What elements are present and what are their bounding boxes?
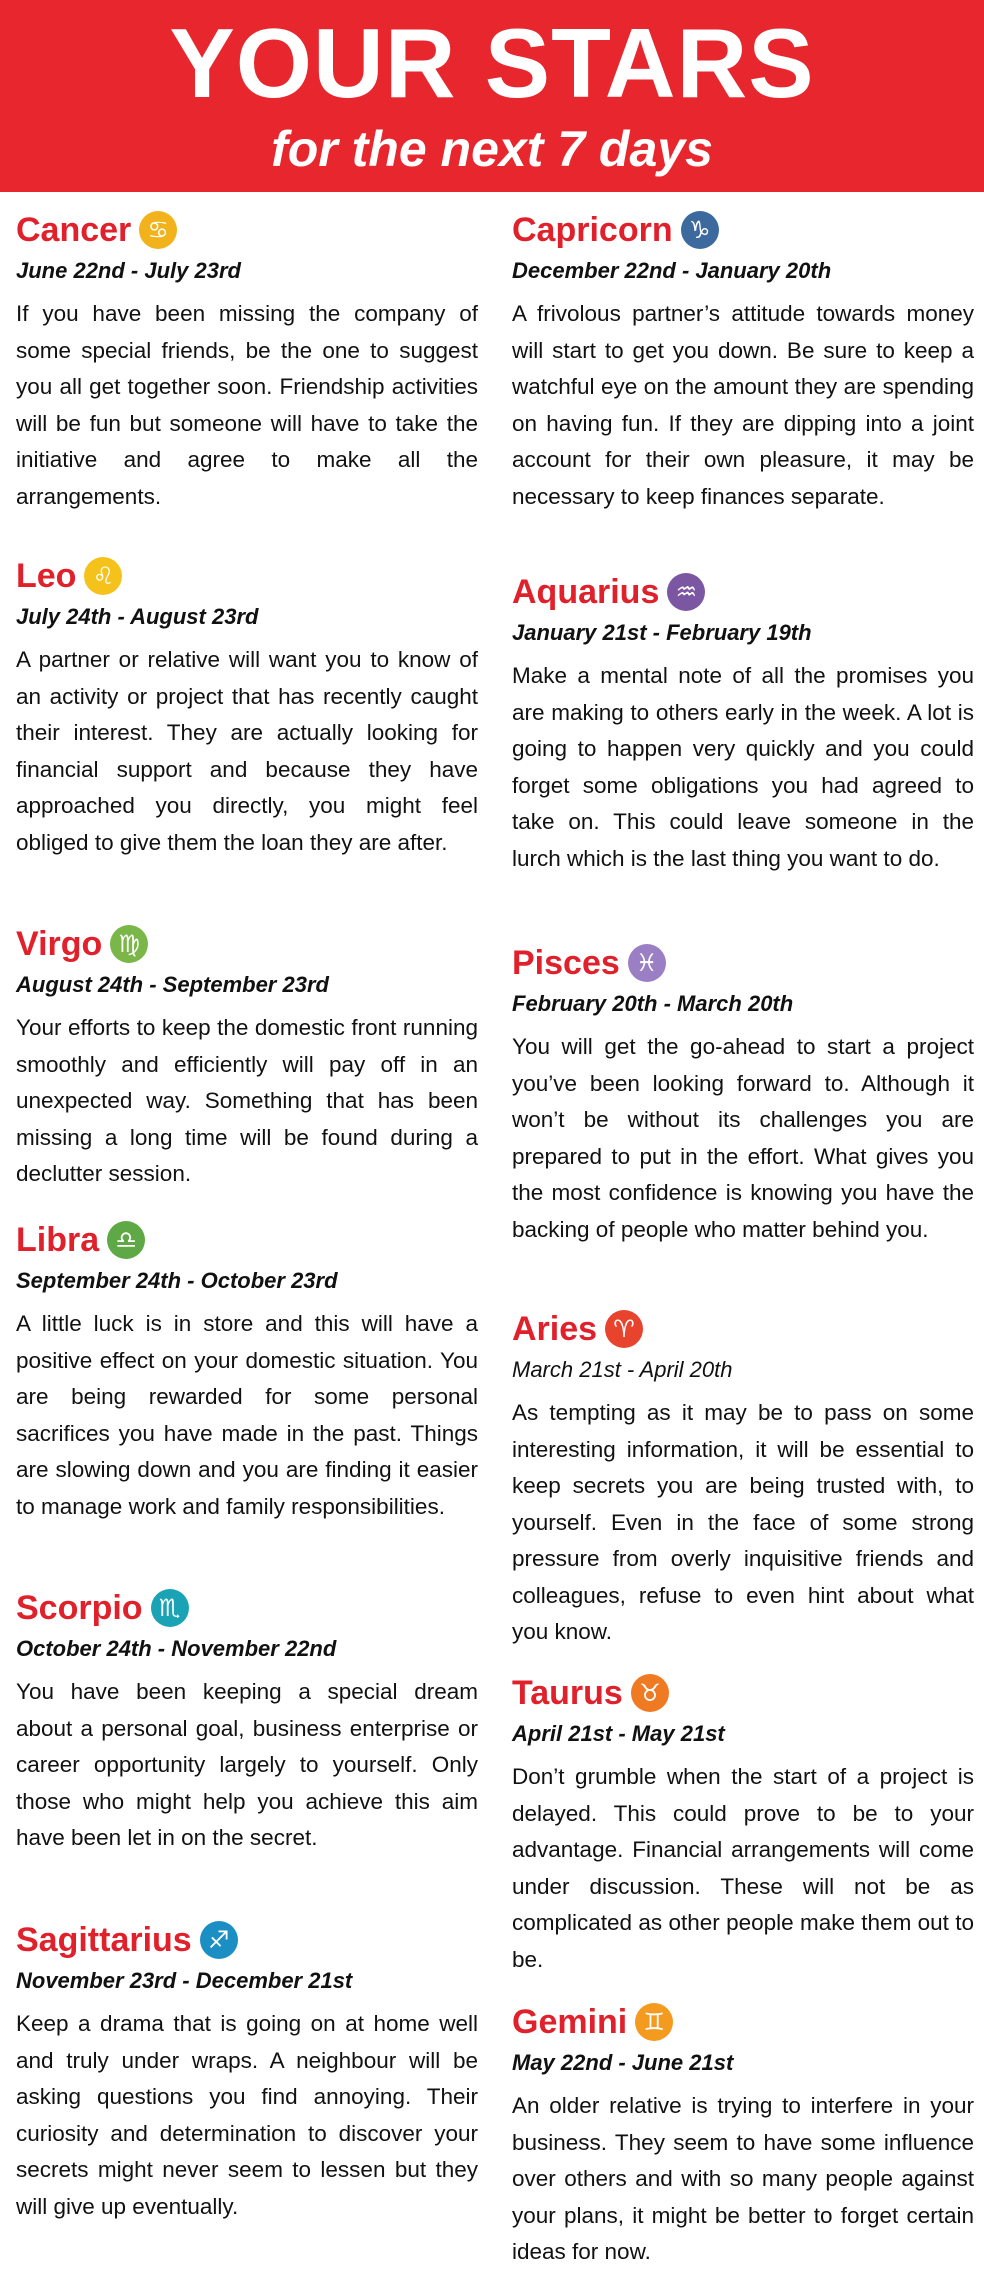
horoscope-scorpio [16, 1582, 478, 1857]
sign-name: Leo [16, 557, 77, 595]
sign-heading [16, 1214, 478, 1266]
sign-dates: July 24th - August 23rd [16, 604, 259, 629]
horoscope-libra [16, 1214, 478, 1525]
virgo-icon: ♍ [110, 925, 148, 963]
horoscope-gemini [512, 1996, 974, 2271]
sign-dates: September 24th - October 23rd [16, 1268, 338, 1293]
sign-heading [512, 1303, 974, 1355]
sign-forecast: A little luck is in store and this will have a positive effect on your domestic situation. You are being rewarded for some personal sacrifices you have made in the past. Things are slowing down and you are finding it easier to manage work and family responsibilities. [16, 1311, 478, 1519]
sign-heading [16, 204, 478, 256]
sign-name: Virgo [16, 925, 103, 963]
header-banner [0, 0, 984, 192]
sign-name: Cancer [16, 211, 132, 249]
sign-name: Pisces [512, 944, 620, 982]
sign-name: Capricorn [512, 211, 673, 249]
sign-name: Scorpio [16, 1589, 143, 1627]
sign-forecast: Keep a drama that is going on at home well and truly under wraps. A neighbour will be asking questions you find annoying. Their curiosity and determination to discover your secrets might never seem to lessen but they will give up eventually. [16, 2011, 478, 2219]
sign-heading [512, 566, 974, 618]
horoscope-pisces [512, 937, 974, 1248]
sign-heading [512, 1667, 974, 1719]
sign-forecast: You have been keeping a special dream about a personal goal, business enterprise or career opportunity largely to yourself. Only those who might help you achieve this aim have been let in on the secret. [16, 1679, 478, 1850]
sign-forecast: As tempting as it may be to pass on some interesting information, it will be essential to keep secrets you are being trusted with, to yourself. Even in the face of some strong pressure from overly inquisitive friends and colleagues, refuse to even hint about what you know. [512, 1400, 974, 1644]
page-subtitle: for the next 7 days [271, 121, 713, 177]
sign-heading [512, 937, 974, 989]
sign-forecast: A frivolous partner’s attitude towards money will start to get you down. Be sure to keep a watchful eye on the amount they are spending on having fun. If they are dipping into a joint account for their own pleasure, it may be necessary to keep finances separate. [512, 301, 974, 509]
horoscope-capricorn [512, 204, 974, 515]
leo-icon: ♌ [84, 557, 122, 595]
sign-forecast: You will get the go-ahead to start a project you’ve been looking forward to. Although it won’t be without its challenges you are prepared to put in the effort. What gives you the most confidence is knowing you have the backing of people who matter behind you. [512, 1034, 974, 1242]
sign-dates: June 22nd - July 23rd [16, 258, 241, 283]
horoscope-taurus [512, 1667, 974, 1978]
sign-name: Aquarius [512, 573, 660, 611]
sign-heading [16, 1914, 478, 1966]
sign-heading [512, 204, 974, 256]
sign-heading [512, 1996, 974, 2048]
sign-dates: March 21st - April 20th [512, 1357, 733, 1382]
cancer-icon: ♋ [139, 211, 177, 249]
sagittarius-icon: ♐ [200, 1921, 238, 1959]
scorpio-icon: ♏ [151, 1589, 189, 1627]
sign-name: Sagittarius [16, 1921, 192, 1959]
taurus-icon: ♉ [631, 1674, 669, 1712]
sign-forecast: Make a mental note of all the promises you are making to others early in the week. A lot is going to happen very quickly and you could forget some obligations you had agreed to take on. This could leave someone in the lurch which is the last thing you want to do. [512, 663, 974, 871]
sign-heading [16, 550, 478, 602]
horoscope-aquarius [512, 566, 974, 877]
capricorn-icon: ♑ [681, 211, 719, 249]
sign-dates: December 22nd - January 20th [512, 258, 832, 283]
sign-dates: May 22nd - June 21st [512, 2050, 734, 2075]
sign-forecast: If you have been missing the company of some special friends, be the one to suggest you all get together soon. Friendship activities will be fun but someone will have to take the initiative and agree to make all the arrangements. [16, 301, 478, 509]
sign-forecast: Your efforts to keep the domestic front running smoothly and efficiently will pay off in an unexpected way. Something that has been missing a long time will be found during a declutter session. [16, 1015, 478, 1186]
sign-forecast: An older relative is trying to interfere in your business. They seem to have some influence over others and with so many people against your plans, it might be better to forget certain ideas for now. [512, 2093, 974, 2264]
sign-forecast: A partner or relative will want you to know of an activity or project that has recently caught their interest. They are actually looking for financial support and because they have approached you directly, you might feel obliged to give them the loan they are after. [16, 647, 478, 855]
sign-dates: October 24th - November 22nd [16, 1636, 337, 1661]
sign-forecast: Don’t grumble when the start of a project is delayed. This could prove to be to your advantage. Financial arrangements will come under discussion. These will not be as complicated as other people make them out to be. [512, 1764, 974, 1972]
sign-heading [16, 918, 478, 970]
horoscope-cancer [16, 204, 478, 515]
pisces-icon: ♓ [628, 944, 666, 982]
sign-name: Aries [512, 1310, 598, 1348]
page-title: YOUR STARS [169, 8, 815, 118]
sign-heading [16, 1582, 478, 1634]
horoscope-virgo [16, 918, 478, 1193]
horoscope-aries [512, 1303, 974, 1651]
horoscope-leo [16, 550, 478, 861]
libra-icon: ♎ [107, 1221, 145, 1259]
sign-name: Taurus [512, 1674, 623, 1712]
sign-dates: February 20th - March 20th [512, 991, 794, 1016]
sign-name: Gemini [512, 2003, 628, 2041]
sign-dates: August 24th - September 23rd [16, 972, 329, 997]
horoscope-sagittarius [16, 1914, 478, 2225]
sign-dates: January 21st - February 19th [512, 620, 812, 645]
aquarius-icon: ♒ [667, 573, 705, 611]
aries-icon: ♈ [605, 1310, 643, 1348]
sign-dates: April 21st - May 21st [512, 1721, 725, 1746]
sign-name: Libra [16, 1221, 100, 1259]
sign-dates: November 23rd - December 21st [16, 1968, 353, 1993]
gemini-icon: ♊ [635, 2003, 673, 2041]
